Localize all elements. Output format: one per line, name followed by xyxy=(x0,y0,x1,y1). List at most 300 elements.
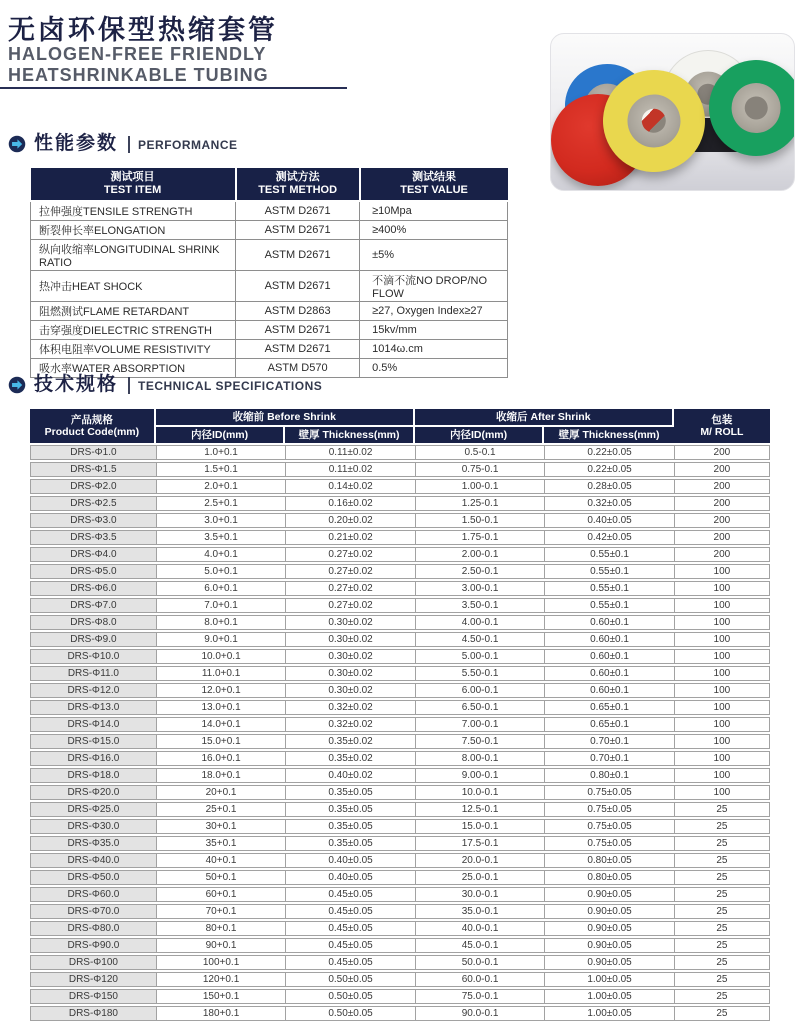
before-id-cell: 7.0+0.1 xyxy=(156,598,286,613)
specifications-section-header xyxy=(8,375,322,395)
before-id-cell: 14.0+0.1 xyxy=(156,717,286,732)
page-title: 无卤环保型热缩套管 xyxy=(8,15,278,45)
after-thickness-cell: 0.40±0.05 xyxy=(544,513,674,528)
before-id-cell: 1.5+0.1 xyxy=(156,462,286,477)
product-code-cell: DRS-Φ5.0 xyxy=(30,564,156,579)
after-id-cell: 4.50-0.1 xyxy=(415,632,545,647)
test-item-cell: 热冲击HEAT SHOCK xyxy=(31,271,236,302)
test-value-cell: ±5% xyxy=(360,240,508,271)
col-product-code-zh: 产品规格 xyxy=(70,414,113,426)
before-thickness-cell: 0.50±0.05 xyxy=(285,1006,415,1021)
roll-length-cell: 25 xyxy=(674,802,770,817)
after-id-cell: 60.0-0.1 xyxy=(415,972,545,987)
before-id-cell: 90+0.1 xyxy=(156,938,286,953)
after-thickness-cell: 0.80±0.05 xyxy=(544,853,674,868)
product-code-cell: DRS-Φ10.0 xyxy=(30,649,156,664)
col-test-item-zh: 测试项目 xyxy=(110,171,155,183)
spec-row xyxy=(30,615,770,630)
after-thickness-cell: 0.70±0.1 xyxy=(544,751,674,766)
before-id-cell: 30+0.1 xyxy=(156,819,286,834)
after-id-cell: 1.00-0.1 xyxy=(415,479,545,494)
after-id-cell: 45.0-0.1 xyxy=(415,938,545,953)
before-id-cell: 20+0.1 xyxy=(156,785,286,800)
before-id-cell: 25+0.1 xyxy=(156,802,286,817)
spec-table-head xyxy=(30,409,770,443)
after-id-cell: 30.0-0.1 xyxy=(415,887,545,902)
before-id-cell: 35+0.1 xyxy=(156,836,286,851)
after-thickness-cell: 0.75±0.05 xyxy=(544,785,674,800)
after-thickness-cell: 0.60±0.1 xyxy=(544,666,674,681)
after-thickness-cell: 0.55±0.1 xyxy=(544,598,674,613)
performance-title-en: PERFORMANCE xyxy=(138,138,238,152)
spec-row xyxy=(30,870,770,885)
roll-length-cell: 25 xyxy=(674,921,770,936)
after-thickness-cell: 0.22±0.05 xyxy=(544,445,674,460)
spec-row xyxy=(30,802,770,817)
arrow-bullet-icon xyxy=(8,135,26,153)
roll-length-cell: 200 xyxy=(674,462,770,477)
after-id-cell: 10.0-0.1 xyxy=(415,785,545,800)
before-thickness-cell: 0.45±0.05 xyxy=(285,955,415,970)
test-value-cell: ≥27, Oxygen Index≥27 xyxy=(360,302,508,321)
before-id-cell: 9.0+0.1 xyxy=(156,632,286,647)
spec-row xyxy=(30,496,770,511)
before-id-cell: 120+0.1 xyxy=(156,972,286,987)
before-id-cell: 18.0+0.1 xyxy=(156,768,286,783)
after-id-cell: 40.0-0.1 xyxy=(415,921,545,936)
before-id-cell: 10.0+0.1 xyxy=(156,649,286,664)
col-package xyxy=(674,409,770,443)
after-thickness-cell: 0.32±0.05 xyxy=(544,496,674,511)
before-thickness-cell: 0.27±0.02 xyxy=(285,598,415,613)
before-id-cell: 1.0+0.1 xyxy=(156,445,286,460)
spec-row xyxy=(30,598,770,613)
spec-row xyxy=(30,717,770,732)
product-code-cell: DRS-Φ13.0 xyxy=(30,700,156,715)
after-id-cell: 2.50-0.1 xyxy=(415,564,545,579)
product-code-cell: DRS-Φ6.0 xyxy=(30,581,156,596)
product-code-cell: DRS-Φ2.5 xyxy=(30,496,156,511)
after-thickness-cell: 0.22±0.05 xyxy=(544,462,674,477)
roll-length-cell: 200 xyxy=(674,530,770,545)
product-code-cell: DRS-Φ20.0 xyxy=(30,785,156,800)
test-item-cell: 断裂伸长率ELONGATION xyxy=(31,221,236,240)
before-thickness-cell: 0.40±0.05 xyxy=(285,870,415,885)
test-method-cell: ASTM D2671 xyxy=(236,201,360,221)
after-id-cell: 15.0-0.1 xyxy=(415,819,545,834)
performance-row xyxy=(31,302,508,321)
after-thickness-cell: 0.80±0.05 xyxy=(544,870,674,885)
product-code-cell: DRS-Φ80.0 xyxy=(30,921,156,936)
product-code-cell: DRS-Φ4.0 xyxy=(30,547,156,562)
test-value-cell: ≥10Mpa xyxy=(360,201,508,221)
product-code-cell: DRS-Φ7.0 xyxy=(30,598,156,613)
spec-row xyxy=(30,751,770,766)
after-thickness-cell: 0.90±0.05 xyxy=(544,955,674,970)
after-id-cell: 90.0-0.1 xyxy=(415,1006,545,1021)
spec-row xyxy=(30,700,770,715)
after-thickness-cell: 0.65±0.1 xyxy=(544,717,674,732)
before-id-cell: 2.0+0.1 xyxy=(156,479,286,494)
spec-row xyxy=(30,972,770,987)
test-method-cell: ASTM D570 xyxy=(236,359,360,378)
spec-row xyxy=(30,887,770,902)
product-code-cell: DRS-Φ8.0 xyxy=(30,615,156,630)
before-thickness-cell: 0.35±0.02 xyxy=(285,751,415,766)
product-code-cell: DRS-Φ100 xyxy=(30,955,156,970)
before-thickness-cell: 0.27±0.02 xyxy=(285,547,415,562)
before-thickness-cell: 0.40±0.02 xyxy=(285,768,415,783)
before-thickness-cell: 0.40±0.05 xyxy=(285,853,415,868)
col-after-id: 内径ID(mm) xyxy=(415,427,545,443)
spec-row xyxy=(30,462,770,477)
col-group-after-shrink: 收缩后 After Shrink xyxy=(415,409,674,425)
before-id-cell: 180+0.1 xyxy=(156,1006,286,1021)
after-id-cell: 20.0-0.1 xyxy=(415,853,545,868)
after-id-cell: 75.0-0.1 xyxy=(415,989,545,1004)
before-id-cell: 16.0+0.1 xyxy=(156,751,286,766)
before-id-cell: 4.0+0.1 xyxy=(156,547,286,562)
col-before-thickness: 壁厚 Thickness(mm) xyxy=(285,427,415,443)
subtitle-line-1: HALOGEN-FREE FRIENDLY xyxy=(8,44,267,64)
specifications-table xyxy=(30,407,770,1023)
roll-length-cell: 200 xyxy=(674,445,770,460)
roll-length-cell: 100 xyxy=(674,598,770,613)
roll-length-cell: 25 xyxy=(674,904,770,919)
col-test-method-en: TEST METHOD xyxy=(258,184,338,196)
test-method-cell: ASTM D2671 xyxy=(236,321,360,340)
after-thickness-cell: 0.28±0.05 xyxy=(544,479,674,494)
before-id-cell: 70+0.1 xyxy=(156,904,286,919)
col-test-value-en: TEST VALUE xyxy=(400,184,468,196)
before-thickness-cell: 0.30±0.02 xyxy=(285,615,415,630)
test-method-cell: ASTM D2671 xyxy=(236,271,360,302)
before-id-cell: 80+0.1 xyxy=(156,921,286,936)
before-id-cell: 2.5+0.1 xyxy=(156,496,286,511)
before-id-cell: 13.0+0.1 xyxy=(156,700,286,715)
title-separator xyxy=(128,136,130,153)
after-id-cell: 5.00-0.1 xyxy=(415,649,545,664)
before-id-cell: 11.0+0.1 xyxy=(156,666,286,681)
after-id-cell: 6.00-0.1 xyxy=(415,683,545,698)
roll-length-cell: 100 xyxy=(674,734,770,749)
before-id-cell: 3.5+0.1 xyxy=(156,530,286,545)
test-item-cell: 击穿强度DIELECTRIC STRENGTH xyxy=(31,321,236,340)
roll-length-cell: 100 xyxy=(674,615,770,630)
spec-row xyxy=(30,564,770,579)
col-product-code xyxy=(30,409,156,443)
after-thickness-cell: 0.75±0.05 xyxy=(544,802,674,817)
after-id-cell: 8.00-0.1 xyxy=(415,751,545,766)
before-thickness-cell: 0.27±0.02 xyxy=(285,581,415,596)
roll-length-cell: 100 xyxy=(674,785,770,800)
before-thickness-cell: 0.45±0.05 xyxy=(285,904,415,919)
product-code-cell: DRS-Φ12.0 xyxy=(30,683,156,698)
after-thickness-cell: 0.75±0.05 xyxy=(544,836,674,851)
roll-length-cell: 100 xyxy=(674,700,770,715)
performance-section-header xyxy=(8,134,238,154)
col-product-code-en: Product Code(mm) xyxy=(44,426,140,438)
col-test-value-zh: 测试结果 xyxy=(412,171,457,183)
col-test-item-en: TEST ITEM xyxy=(103,184,162,196)
after-id-cell: 3.50-0.1 xyxy=(415,598,545,613)
roll-length-cell: 25 xyxy=(674,836,770,851)
after-id-cell: 25.0-0.1 xyxy=(415,870,545,885)
roll-length-cell: 25 xyxy=(674,887,770,902)
after-id-cell: 4.00-0.1 xyxy=(415,615,545,630)
before-thickness-cell: 0.30±0.02 xyxy=(285,649,415,664)
page-subtitle xyxy=(8,44,269,86)
spec-row xyxy=(30,683,770,698)
col-test-method-zh: 测试方法 xyxy=(275,171,320,183)
spec-row xyxy=(30,513,770,528)
specifications-title-zh: 技术规格 xyxy=(34,374,119,395)
before-thickness-cell: 0.14±0.02 xyxy=(285,479,415,494)
spec-row xyxy=(30,904,770,919)
product-code-cell: DRS-Φ35.0 xyxy=(30,836,156,851)
performance-row xyxy=(31,221,508,240)
product-code-cell: DRS-Φ2.0 xyxy=(30,479,156,494)
test-item-cell: 拉伸强度TENSILE STRENGTH xyxy=(31,201,236,221)
roll-length-cell: 100 xyxy=(674,751,770,766)
before-thickness-cell: 0.20±0.02 xyxy=(285,513,415,528)
product-code-cell: DRS-Φ18.0 xyxy=(30,768,156,783)
after-id-cell: 6.50-0.1 xyxy=(415,700,545,715)
performance-table-body xyxy=(31,201,508,378)
before-thickness-cell: 0.35±0.05 xyxy=(285,785,415,800)
before-id-cell: 50+0.1 xyxy=(156,870,286,885)
roll-length-cell: 25 xyxy=(674,938,770,953)
test-value-cell: 15kv/mm xyxy=(360,321,508,340)
performance-row xyxy=(31,201,508,221)
spec-table-body xyxy=(30,445,770,1021)
after-thickness-cell: 0.75±0.05 xyxy=(544,819,674,834)
before-thickness-cell: 0.50±0.05 xyxy=(285,972,415,987)
test-method-cell: ASTM D2863 xyxy=(236,302,360,321)
before-thickness-cell: 0.35±0.05 xyxy=(285,802,415,817)
performance-row xyxy=(31,240,508,271)
before-thickness-cell: 0.30±0.02 xyxy=(285,632,415,647)
before-id-cell: 3.0+0.1 xyxy=(156,513,286,528)
product-code-cell: DRS-Φ180 xyxy=(30,1006,156,1021)
col-test-item xyxy=(31,168,236,201)
roll-length-cell: 200 xyxy=(674,479,770,494)
before-thickness-cell: 0.21±0.02 xyxy=(285,530,415,545)
before-id-cell: 5.0+0.1 xyxy=(156,564,286,579)
after-thickness-cell: 0.60±0.1 xyxy=(544,683,674,698)
before-id-cell: 60+0.1 xyxy=(156,887,286,902)
before-id-cell: 150+0.1 xyxy=(156,989,286,1004)
spec-row xyxy=(30,785,770,800)
product-code-cell: DRS-Φ3.0 xyxy=(30,513,156,528)
spec-row xyxy=(30,734,770,749)
spec-row xyxy=(30,581,770,596)
roll-length-cell: 100 xyxy=(674,632,770,647)
product-code-cell: DRS-Φ120 xyxy=(30,972,156,987)
before-thickness-cell: 0.35±0.05 xyxy=(285,836,415,851)
specifications-title-en: TECHNICAL SPECIFICATIONS xyxy=(138,379,323,393)
product-code-cell: DRS-Φ70.0 xyxy=(30,904,156,919)
after-thickness-cell: 0.42±0.05 xyxy=(544,530,674,545)
test-method-cell: ASTM D2671 xyxy=(236,240,360,271)
before-thickness-cell: 0.27±0.02 xyxy=(285,564,415,579)
before-id-cell: 15.0+0.1 xyxy=(156,734,286,749)
product-photo xyxy=(550,33,795,191)
after-thickness-cell: 0.60±0.1 xyxy=(544,649,674,664)
roll-length-cell: 25 xyxy=(674,1006,770,1021)
product-code-cell: DRS-Φ25.0 xyxy=(30,802,156,817)
test-item-cell: 体积电阻率VOLUME RESISTIVITY xyxy=(31,340,236,359)
product-code-cell: DRS-Φ1.0 xyxy=(30,445,156,460)
product-code-cell: DRS-Φ50.0 xyxy=(30,870,156,885)
roll-length-cell: 25 xyxy=(674,819,770,834)
before-thickness-cell: 0.11±0.02 xyxy=(285,462,415,477)
spec-row xyxy=(30,1006,770,1021)
subtitle-line-2: HEATSHRINKABLE TUBING xyxy=(8,65,269,85)
test-value-cell: 1014ω.cm xyxy=(360,340,508,359)
before-thickness-cell: 0.35±0.02 xyxy=(285,734,415,749)
after-id-cell: 50.0-0.1 xyxy=(415,955,545,970)
after-thickness-cell: 1.00±0.05 xyxy=(544,972,674,987)
before-thickness-cell: 0.11±0.02 xyxy=(285,445,415,460)
col-group-before-shrink: 收缩前 Before Shrink xyxy=(156,409,415,425)
spec-row xyxy=(30,955,770,970)
spec-row xyxy=(30,989,770,1004)
roll-length-cell: 25 xyxy=(674,955,770,970)
test-item-cell: 纵向收缩率LONGITUDINAL SHRINK RATIO xyxy=(31,240,236,271)
roll-length-cell: 25 xyxy=(674,972,770,987)
roll-length-cell: 100 xyxy=(674,564,770,579)
spec-row xyxy=(30,479,770,494)
before-thickness-cell: 0.32±0.02 xyxy=(285,717,415,732)
product-code-cell: DRS-Φ150 xyxy=(30,989,156,1004)
roll-length-cell: 100 xyxy=(674,581,770,596)
before-id-cell: 12.0+0.1 xyxy=(156,683,286,698)
after-thickness-cell: 1.00±0.05 xyxy=(544,989,674,1004)
roll-length-cell: 100 xyxy=(674,649,770,664)
after-thickness-cell: 0.70±0.1 xyxy=(544,734,674,749)
product-code-cell: DRS-Φ9.0 xyxy=(30,632,156,647)
after-id-cell: 7.00-0.1 xyxy=(415,717,545,732)
performance-row xyxy=(31,271,508,302)
test-value-cell: 0.5% xyxy=(360,359,508,378)
product-code-cell: DRS-Φ30.0 xyxy=(30,819,156,834)
before-id-cell: 8.0+0.1 xyxy=(156,615,286,630)
roll-length-cell: 200 xyxy=(674,513,770,528)
performance-row xyxy=(31,321,508,340)
col-package-en: M/ ROLL xyxy=(700,426,744,438)
col-test-value xyxy=(360,168,508,201)
roll-length-cell: 100 xyxy=(674,717,770,732)
after-thickness-cell: 0.55±0.1 xyxy=(544,581,674,596)
spec-row xyxy=(30,819,770,834)
test-item-cell: 吸水率WATER ABSORPTION xyxy=(31,359,236,378)
after-id-cell: 9.00-0.1 xyxy=(415,768,545,783)
after-thickness-cell: 0.90±0.05 xyxy=(544,938,674,953)
spec-row xyxy=(30,938,770,953)
title-divider xyxy=(0,87,347,89)
after-id-cell: 1.75-0.1 xyxy=(415,530,545,545)
spec-row xyxy=(30,666,770,681)
roll-length-cell: 100 xyxy=(674,768,770,783)
after-thickness-cell: 0.55±0.1 xyxy=(544,564,674,579)
after-id-cell: 2.00-0.1 xyxy=(415,547,545,562)
spec-row xyxy=(30,632,770,647)
after-thickness-cell: 0.90±0.05 xyxy=(544,887,674,902)
after-id-cell: 7.50-0.1 xyxy=(415,734,545,749)
spec-row xyxy=(30,768,770,783)
test-value-cell: 不滴不流NO DROP/NO FLOW xyxy=(360,271,508,302)
roll-length-cell: 25 xyxy=(674,853,770,868)
after-thickness-cell: 0.90±0.05 xyxy=(544,921,674,936)
before-thickness-cell: 0.45±0.05 xyxy=(285,887,415,902)
before-id-cell: 6.0+0.1 xyxy=(156,581,286,596)
test-method-cell: ASTM D2671 xyxy=(236,221,360,240)
col-package-zh: 包装 xyxy=(711,414,733,426)
before-thickness-cell: 0.32±0.02 xyxy=(285,700,415,715)
product-code-cell: DRS-Φ3.5 xyxy=(30,530,156,545)
product-code-cell: DRS-Φ14.0 xyxy=(30,717,156,732)
col-after-thickness: 壁厚 Thickness(mm) xyxy=(544,427,674,443)
spec-row xyxy=(30,445,770,460)
before-id-cell: 100+0.1 xyxy=(156,955,286,970)
performance-table xyxy=(30,168,508,378)
after-thickness-cell: 0.80±0.1 xyxy=(544,768,674,783)
product-code-cell: DRS-Φ1.5 xyxy=(30,462,156,477)
after-thickness-cell: 0.90±0.05 xyxy=(544,904,674,919)
after-id-cell: 0.5-0.1 xyxy=(415,445,545,460)
after-id-cell: 35.0-0.1 xyxy=(415,904,545,919)
before-thickness-cell: 0.30±0.02 xyxy=(285,683,415,698)
before-thickness-cell: 0.45±0.05 xyxy=(285,921,415,936)
test-method-cell: ASTM D2671 xyxy=(236,340,360,359)
after-id-cell: 5.50-0.1 xyxy=(415,666,545,681)
before-thickness-cell: 0.45±0.05 xyxy=(285,938,415,953)
after-id-cell: 1.25-0.1 xyxy=(415,496,545,511)
roll-length-cell: 25 xyxy=(674,989,770,1004)
after-thickness-cell: 0.65±0.1 xyxy=(544,700,674,715)
after-id-cell: 3.00-0.1 xyxy=(415,581,545,596)
spec-row xyxy=(30,836,770,851)
after-thickness-cell: 0.60±0.1 xyxy=(544,615,674,630)
roll-length-cell: 200 xyxy=(674,496,770,511)
performance-row xyxy=(31,340,508,359)
after-id-cell: 17.5-0.1 xyxy=(415,836,545,851)
col-before-id: 内径ID(mm) xyxy=(156,427,286,443)
roll-length-cell: 100 xyxy=(674,666,770,681)
product-code-cell: DRS-Φ60.0 xyxy=(30,887,156,902)
title-separator xyxy=(128,377,130,394)
performance-title-zh: 性能参数 xyxy=(34,133,119,154)
after-thickness-cell: 0.60±0.1 xyxy=(544,632,674,647)
spec-row xyxy=(30,853,770,868)
product-code-cell: DRS-Φ11.0 xyxy=(30,666,156,681)
spec-row xyxy=(30,547,770,562)
product-code-cell: DRS-Φ15.0 xyxy=(30,734,156,749)
performance-table-head xyxy=(31,168,508,201)
test-item-cell: 阻燃测试FLAME RETARDANT xyxy=(31,302,236,321)
after-id-cell: 0.75-0.1 xyxy=(415,462,545,477)
spec-row xyxy=(30,649,770,664)
before-id-cell: 40+0.1 xyxy=(156,853,286,868)
after-thickness-cell: 0.55±0.1 xyxy=(544,547,674,562)
roll-length-cell: 100 xyxy=(674,683,770,698)
product-code-cell: DRS-Φ40.0 xyxy=(30,853,156,868)
test-value-cell: ≥400% xyxy=(360,221,508,240)
product-code-cell: DRS-Φ90.0 xyxy=(30,938,156,953)
spec-row xyxy=(30,530,770,545)
roll-length-cell: 200 xyxy=(674,547,770,562)
